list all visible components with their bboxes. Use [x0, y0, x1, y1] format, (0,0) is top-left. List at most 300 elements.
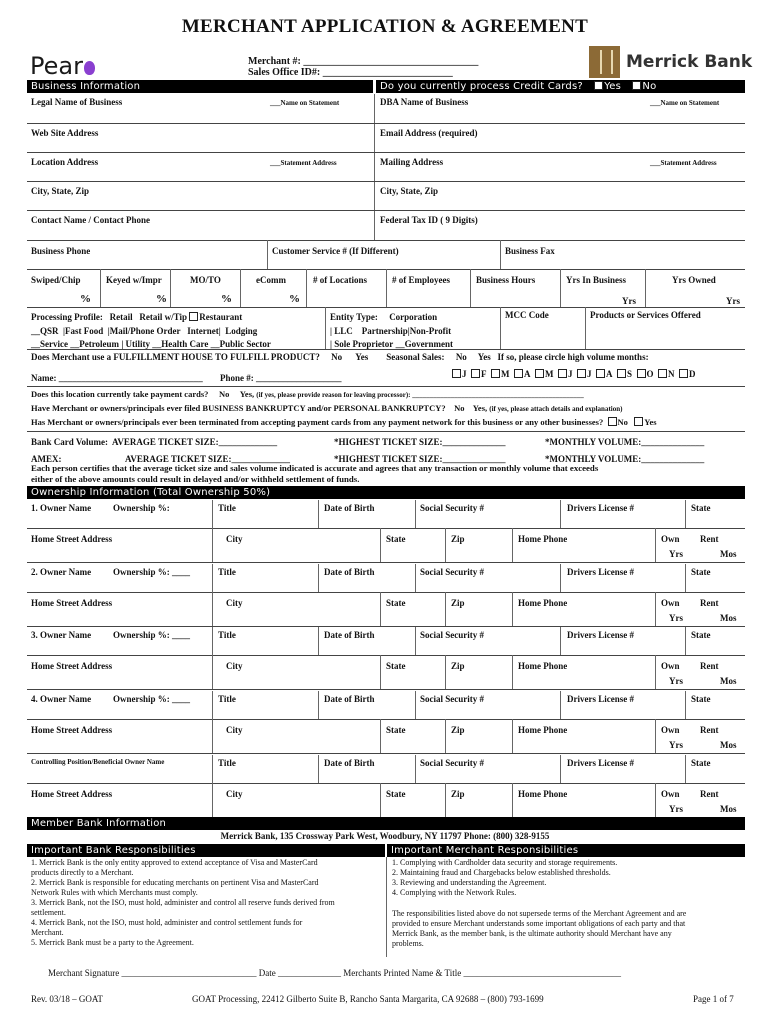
own-option[interactable]: Own [661, 534, 680, 544]
residence-mos-label: Mos [720, 613, 737, 623]
owner-title-label: Title [218, 630, 236, 640]
col-line [380, 528, 381, 562]
entity-type-label: Entity Type: [330, 312, 378, 322]
location-note: (if yes, please provide reason for leaving processor): _________________________________________________ [256, 391, 584, 399]
rent-option[interactable]: Rent [700, 661, 719, 671]
mail-phone-option[interactable]: Mail/Phone Order [109, 326, 181, 336]
col-line [380, 719, 381, 753]
pear-fruit-icon [84, 61, 95, 75]
certification-line-2: either of the above amounts could result in delayed and/or withheld settlement of funds. [31, 474, 360, 484]
seasonal-no[interactable]: No [455, 352, 467, 362]
location-yes[interactable]: Yes, [239, 389, 255, 399]
terminated-no-checkbox[interactable] [608, 417, 617, 426]
bank-responsibilities-bar: Important Bank Responsibilities [27, 844, 385, 857]
residence-mos-label: Mos [720, 804, 737, 814]
bank-resp-item: 4. Merrick Bank, not the ISO, must hold, administer and control settlement funds for [31, 918, 303, 927]
month-label: N [668, 369, 675, 379]
terminated-row [31, 417, 657, 427]
phone-divider-2 [500, 240, 501, 269]
merchant-resp-item: 3. Reviewing and understanding the Agreement. [392, 878, 547, 887]
row-line [27, 386, 745, 387]
row-line [27, 123, 745, 124]
home-city-label: City [226, 789, 243, 799]
col-line [655, 719, 656, 753]
fulfillment-phone-field[interactable]: Phone #: ___________________ [220, 373, 342, 383]
home-city-label: City [226, 725, 243, 735]
restaurant-checkbox[interactable] [189, 312, 198, 321]
month-checkbox[interactable] [596, 369, 605, 378]
legal-name-label: Legal Name of Business [31, 97, 123, 107]
home-zip-label: Zip [451, 534, 465, 544]
yrs-owned-unit: Yrs [726, 296, 740, 306]
rent-option[interactable]: Rent [700, 725, 719, 735]
home-zip-label: Zip [451, 661, 465, 671]
col-line [512, 719, 513, 753]
owner-title-label: Title [218, 694, 236, 704]
merchant-resp-item: 4. Complying with the Network Rules. [392, 888, 517, 897]
service-option[interactable]: Service [40, 339, 68, 349]
col-line [470, 269, 471, 307]
credit-question-bar [376, 80, 745, 93]
residence-yrs-label: Yrs [669, 676, 683, 686]
col-line [100, 269, 101, 307]
bank-card-row [31, 437, 277, 447]
processing-profile-label [31, 312, 242, 322]
col-line [655, 655, 656, 689]
partnership-option[interactable]: Partnership [361, 326, 408, 336]
col-line [560, 269, 561, 307]
health-care-option[interactable]: Health Care [161, 339, 209, 349]
swiped-pct: % [80, 293, 91, 305]
mailing-label: Mailing Address [380, 157, 444, 167]
month-label: A [524, 369, 531, 379]
owner-dob-label: Date of Birth [324, 630, 375, 640]
terminated-no[interactable]: No [617, 417, 628, 427]
owner-ssn-label: Social Security # [420, 758, 484, 768]
row-line [27, 719, 745, 720]
entity-row-2: | LLC Partnership|Non-Profit [330, 326, 452, 336]
ownership-pct-label[interactable]: Ownership %: ____ [113, 694, 191, 704]
merchant-note-line: Merrick Bank, as the member bank, is the ultimate authority should Merchant have any [392, 929, 672, 938]
months-row [452, 369, 696, 379]
certification-line-1: Each person certifies that the average ticket size and sales volume indicated is accurate and agrees that any transaction or monthly volume that exceeds [31, 463, 599, 473]
residence-mos-label: Mos [720, 676, 737, 686]
owner-state-label: State [691, 503, 711, 513]
month-label: J [462, 369, 467, 379]
merchant-resp-list [392, 858, 744, 898]
owner-title-label: Title [218, 567, 236, 577]
name-on-statement-option-2[interactable]: ___Name on Statement [650, 99, 720, 107]
products-label: Products or Services Offered [590, 310, 701, 320]
ecomm-label: eComm [256, 275, 286, 285]
owner-state-label: State [691, 567, 711, 577]
month-checkbox[interactable] [491, 369, 500, 378]
owner-ssn-label: Social Security # [420, 694, 484, 704]
seasonal-label: Seasonal Sales: [386, 352, 445, 362]
home-zip-label: Zip [451, 725, 465, 735]
monthly-volume-field[interactable]: *MONTHLY VOLUME:______________ [545, 437, 705, 447]
row-line [27, 349, 745, 350]
col-line [655, 592, 656, 626]
terminated-question: Has Merchant or owners/principals ever been terminated from accepting payment cards from any payment network for this business or any other businesses? [31, 417, 604, 427]
owner-license-label: Drivers License # [567, 503, 634, 513]
month-checkbox[interactable] [452, 369, 461, 378]
col-line [212, 755, 213, 817]
credit-yes-checkbox[interactable] [594, 81, 603, 90]
mcc-label: MCC Code [505, 310, 549, 320]
bank-address: Merrick Bank, 135 Crossway Park West, Woodbury, NY 11797 Phone: (800) 328-9155 [220, 831, 550, 841]
bank-resp-item: settlement. [31, 908, 66, 917]
ownership-pct-label[interactable]: Ownership %: ____ [113, 567, 191, 577]
customer-service-label: Customer Service # (If Different) [272, 246, 399, 256]
own-option[interactable]: Own [661, 725, 680, 735]
ownership-bar: Ownership Information (Total Ownership 50%) [27, 486, 745, 499]
col-line [685, 500, 686, 528]
bank-resp-item: 1. Merrick Bank is the only entity approved to extend acceptance of Visa and MasterCard [31, 858, 318, 867]
row-line [27, 240, 745, 241]
city-state-zip-label-1: City, State, Zip [31, 186, 90, 196]
owner-state-label: State [691, 758, 711, 768]
city-state-zip-label-2: City, State, Zip [380, 186, 439, 196]
ecomm-pct: % [289, 293, 300, 305]
residence-mos-label: Mos [720, 549, 737, 559]
row-line [27, 592, 745, 593]
month-label: O [646, 369, 654, 379]
business-fax-label: Business Fax [505, 246, 555, 256]
col-line [212, 564, 213, 626]
month-label: F [481, 369, 487, 379]
owner-ssn-label: Social Security # [420, 503, 484, 513]
bank-resp-item: 5. Merrick Bank must be a party to the Agreement. [31, 938, 194, 947]
resp-divider [386, 857, 387, 957]
bank-resp-item: products directly to a Merchant. [31, 868, 134, 877]
merrick-mark-icon [589, 46, 620, 78]
statement-address-option-1[interactable]: ___Statement Address [270, 159, 337, 167]
home-street-label: Home Street Address [31, 725, 113, 735]
terminated-yes[interactable]: Yes [644, 417, 657, 427]
owner-dob-label: Date of Birth [324, 567, 375, 577]
home-zip-label: Zip [451, 789, 465, 799]
page-number: Page 1 of 7 [693, 994, 734, 1004]
retail-tip-option[interactable]: Retail w/Tip [139, 312, 187, 322]
bank-resp-item: Merchant. [31, 928, 64, 937]
fast-food-option[interactable]: Fast Food [65, 326, 104, 336]
home-phone-label: Home Phone [518, 725, 568, 735]
col-line [415, 500, 416, 528]
col-line [445, 783, 446, 817]
pear-logo-text: Pear [30, 52, 83, 80]
col-line [512, 783, 513, 817]
col-line [445, 655, 446, 689]
credit-yes-label: Yes [604, 81, 622, 92]
month-label: D [689, 369, 696, 379]
home-zip-label: Zip [451, 598, 465, 608]
phone-divider-1 [267, 240, 268, 269]
home-street-label: Home Street Address [31, 661, 113, 671]
col-line [415, 755, 416, 783]
month-label: J [568, 369, 573, 379]
moto-pct: % [221, 293, 232, 305]
col-line [318, 691, 319, 719]
qsr-option[interactable]: QSR [40, 326, 59, 336]
revision: Rev. 03/18 – GOAT [31, 994, 103, 1004]
pear-logo [30, 52, 95, 80]
row-line [27, 210, 745, 211]
page-title: MERCHANT APPLICATION & AGREEMENT [181, 16, 589, 37]
col-line [445, 528, 446, 562]
home-state-label: State [386, 661, 406, 671]
amex-monthly-volume-field[interactable]: *MONTHLY VOLUME:______________ [545, 454, 705, 464]
col-line [318, 627, 319, 655]
home-phone-label: Home Phone [518, 598, 568, 608]
month-label: S [627, 369, 633, 379]
month-label: J [587, 369, 592, 379]
profile-row-2: __QSR |Fast Food |Mail/Phone Order Internet| Lodging [31, 326, 258, 336]
employees-label: # of Employees [392, 275, 450, 285]
yrs-owned-label: Yrs Owned [672, 275, 716, 285]
keyed-pct: % [156, 293, 167, 305]
col-line [380, 655, 381, 689]
own-option[interactable]: Own [661, 661, 680, 671]
yrs-in-business-label: Yrs In Business [566, 275, 627, 285]
credit-question: Do you currently process Credit Cards? [380, 81, 583, 92]
col-line [560, 691, 561, 719]
row-line [27, 181, 745, 182]
col-line [445, 592, 446, 626]
row-line [27, 689, 745, 690]
col-line [318, 755, 319, 783]
rent-option[interactable]: Rent [700, 789, 719, 799]
month-checkbox[interactable] [637, 369, 646, 378]
merchant-resp-item: 1. Complying with Cardholder data security and storage requirements. [392, 858, 618, 867]
credit-no-checkbox[interactable] [632, 81, 641, 90]
month-checkbox[interactable] [514, 369, 523, 378]
location-question: Does this location currently take payment cards? [31, 389, 209, 399]
location-label: Location Address [31, 157, 99, 167]
home-phone-label: Home Phone [518, 789, 568, 799]
bank-resp-list [31, 858, 383, 948]
fulfillment-no[interactable]: No [331, 352, 343, 362]
member-bank-bar: Member Bank Information [27, 817, 745, 830]
row-line [27, 528, 745, 529]
public-sector-option[interactable]: Public Sector [219, 339, 271, 349]
non-profit-option[interactable]: Non-Profit [409, 326, 452, 336]
home-state-label: State [386, 725, 406, 735]
owner-name-label: Controlling Position/Beneficial Owner Name [31, 758, 165, 766]
retail-option[interactable]: Retail [109, 312, 133, 322]
bank-resp-item: 3. Merrick Bank, not the ISO, must hold, administer and control all reserve funds derived from [31, 898, 335, 907]
fulfillment-name-field[interactable]: Name: ________________________________ [31, 373, 203, 383]
col-line [325, 307, 326, 349]
col-line [655, 783, 656, 817]
credit-no-label: No [642, 81, 657, 92]
swiped-label: Swiped/Chip [31, 275, 81, 285]
own-option[interactable]: Own [661, 789, 680, 799]
location-no[interactable]: No [219, 389, 230, 399]
bank-card-label: Bank Card Volume: [31, 437, 109, 447]
col-line [212, 627, 213, 689]
ownership-pct-label[interactable]: Ownership %: ____ [113, 630, 191, 640]
month-checkbox[interactable] [679, 369, 688, 378]
home-city-label: City [226, 661, 243, 671]
amex-avg-ticket-field[interactable]: AVERAGE TICKET SIZE:_____________ [125, 454, 291, 464]
row-line [27, 626, 745, 627]
utility-option[interactable]: Utility [125, 339, 151, 349]
ownership-pct-label[interactable]: Ownership %: [113, 503, 170, 513]
col-line [415, 627, 416, 655]
residence-mos-label: Mos [720, 740, 737, 750]
home-street-label: Home Street Address [31, 598, 113, 608]
circle-months-label: If so, please circle high volume months: [497, 352, 649, 362]
home-state-label: State [386, 789, 406, 799]
merrick-logo-text: Merrick Bank [626, 52, 753, 72]
home-state-label: State [386, 534, 406, 544]
col-line [645, 269, 646, 307]
col-line [685, 627, 686, 655]
month-checkbox[interactable] [658, 369, 667, 378]
terminated-yes-checkbox[interactable] [634, 417, 643, 426]
hours-label: Business Hours [476, 275, 536, 285]
col-line [386, 269, 387, 307]
bank-resp-item: 2. Merrick Bank is responsible for educating merchants on pertinent Visa and MasterCard [31, 878, 319, 887]
avg-ticket-field[interactable]: AVERAGE TICKET SIZE:_____________ [112, 437, 278, 447]
col-line [560, 564, 561, 592]
bank-resp-item: Network Rules with which Merchants must comply. [31, 888, 198, 897]
fulfillment-question: Does Merchant use a FULFILLMENT HOUSE TO FULFILL PRODUCT? [31, 352, 320, 362]
footer-address: GOAT Processing, 22412 Gilberto Suite B, Rancho Santa Margarita, CA 92688 – (800) 793-1699 [192, 994, 544, 1004]
owner-license-label: Drivers License # [567, 694, 634, 704]
residence-yrs-label: Yrs [669, 804, 683, 814]
processing-profile-title: Processing Profile: [31, 312, 103, 322]
merchant-responsibilities-bar: Important Merchant Responsibilities [387, 844, 745, 857]
month-checkbox[interactable] [558, 369, 567, 378]
rent-option[interactable]: Rent [700, 598, 719, 608]
llc-option[interactable]: LLC [334, 326, 353, 336]
month-label: A [606, 369, 613, 379]
month-checkbox[interactable] [577, 369, 586, 378]
moto-label: MO/TO [190, 275, 221, 285]
month-label: M [501, 369, 510, 379]
yrs-in-business-unit: Yrs [622, 296, 636, 306]
owner-state-label: State [691, 694, 711, 704]
bankruptcy-question: Have Merchant or owners/principals ever filed BUSINESS BANKRUPTCY and/or PERSONAL BANKRUPTCY? [31, 403, 446, 413]
col-line [512, 592, 513, 626]
month-checkbox[interactable] [617, 369, 626, 378]
signature-line[interactable]: Merchant Signature ______________________________ Date ______________ Merchants Printed Name & Title ___________________________________ [48, 968, 621, 978]
row-line [27, 783, 745, 784]
col-line [415, 564, 416, 592]
location-question-row [31, 389, 584, 399]
merchant-id-block [248, 56, 478, 78]
month-label: M [545, 369, 554, 379]
merchant-resp-note [392, 909, 744, 949]
col-line [212, 691, 213, 753]
col-line [685, 755, 686, 783]
internet-option[interactable]: Internet [187, 326, 219, 336]
home-street-label: Home Street Address [31, 534, 113, 544]
col-line [560, 755, 561, 783]
rent-option[interactable]: Rent [700, 534, 719, 544]
col-line [512, 655, 513, 689]
contact-label: Contact Name / Contact Phone [31, 215, 150, 225]
corporation-option[interactable]: Corporation [389, 312, 438, 322]
row-line [27, 307, 745, 308]
keyed-label: Keyed w/Impr [106, 275, 162, 285]
bankruptcy-no[interactable]: No [454, 403, 465, 413]
fulfillment-row [31, 352, 649, 362]
month-checkbox[interactable] [471, 369, 480, 378]
sales-office-field[interactable]: Sales Office ID#: __________________________ [248, 67, 453, 78]
col-line [318, 500, 319, 528]
bankruptcy-note: (if yes, please attach details and explanation) [489, 405, 623, 413]
sole-proprietor-option[interactable]: Sole Proprietor [334, 339, 394, 349]
fulfillment-yes[interactable]: Yes [355, 352, 369, 362]
merchant-number-field[interactable]: Merchant #: ___________________________________ [248, 56, 479, 67]
petroleum-option[interactable]: Petroleum [79, 339, 120, 349]
restaurant-option[interactable]: Restaurant [199, 312, 243, 322]
owner-name-label: 3. Owner Name [31, 630, 92, 640]
seasonal-yes[interactable]: Yes [477, 352, 491, 362]
residence-yrs-label: Yrs [669, 613, 683, 623]
amex-high-ticket-field[interactable]: *HIGHEST TICKET SIZE:______________ [334, 454, 506, 464]
bankruptcy-yes[interactable]: Yes, [472, 403, 488, 413]
lodging-option[interactable]: Lodging [225, 326, 258, 336]
owner-state-label: State [691, 630, 711, 640]
entity-row-1 [330, 312, 437, 322]
statement-address-option-2[interactable]: ___Statement Address [650, 159, 717, 167]
owner-title-label: Title [218, 758, 236, 768]
merrick-bank-logo [589, 46, 752, 78]
row-line [27, 753, 745, 754]
col-line [685, 564, 686, 592]
row-line [27, 655, 745, 656]
name-on-statement-option-1[interactable]: ___Name on Statement [270, 99, 340, 107]
row-line [27, 431, 745, 432]
col-line [415, 691, 416, 719]
col-line [500, 307, 501, 349]
business-phone-label: Business Phone [31, 246, 91, 256]
profile-row-3: __Service __Petroleum | Utility __Health Care __Public Sector [31, 339, 271, 349]
col-line [380, 592, 381, 626]
home-phone-label: Home Phone [518, 661, 568, 671]
col-line [306, 269, 307, 307]
merchant-note-line: The responsibilities listed above do not supersede terms of the Merchant Agreement and are [392, 909, 687, 918]
bankruptcy-row [31, 403, 622, 413]
website-label: Web Site Address [31, 128, 99, 138]
col-line [560, 627, 561, 655]
own-option[interactable]: Own [661, 598, 680, 608]
residence-yrs-label: Yrs [669, 549, 683, 559]
high-ticket-field[interactable]: *HIGHEST TICKET SIZE:______________ [334, 437, 506, 447]
business-divider [374, 94, 375, 240]
email-label: Email Address (required) [380, 128, 478, 138]
col-line [318, 564, 319, 592]
residence-yrs-label: Yrs [669, 740, 683, 750]
merchant-resp-item: 2. Maintaining fraud and Chargebacks below established thresholds. [392, 868, 611, 877]
owner-ssn-label: Social Security # [420, 630, 484, 640]
government-option[interactable]: Government [404, 339, 454, 349]
home-street-label: Home Street Address [31, 789, 113, 799]
row-line [27, 152, 745, 153]
month-checkbox[interactable] [535, 369, 544, 378]
row-line [27, 562, 745, 563]
col-line [445, 719, 446, 753]
entity-row-3: | Sole Proprietor __Government [330, 339, 454, 349]
col-line [240, 269, 241, 307]
col-line [585, 307, 586, 349]
col-line [512, 528, 513, 562]
owner-title-label: Title [218, 503, 236, 513]
